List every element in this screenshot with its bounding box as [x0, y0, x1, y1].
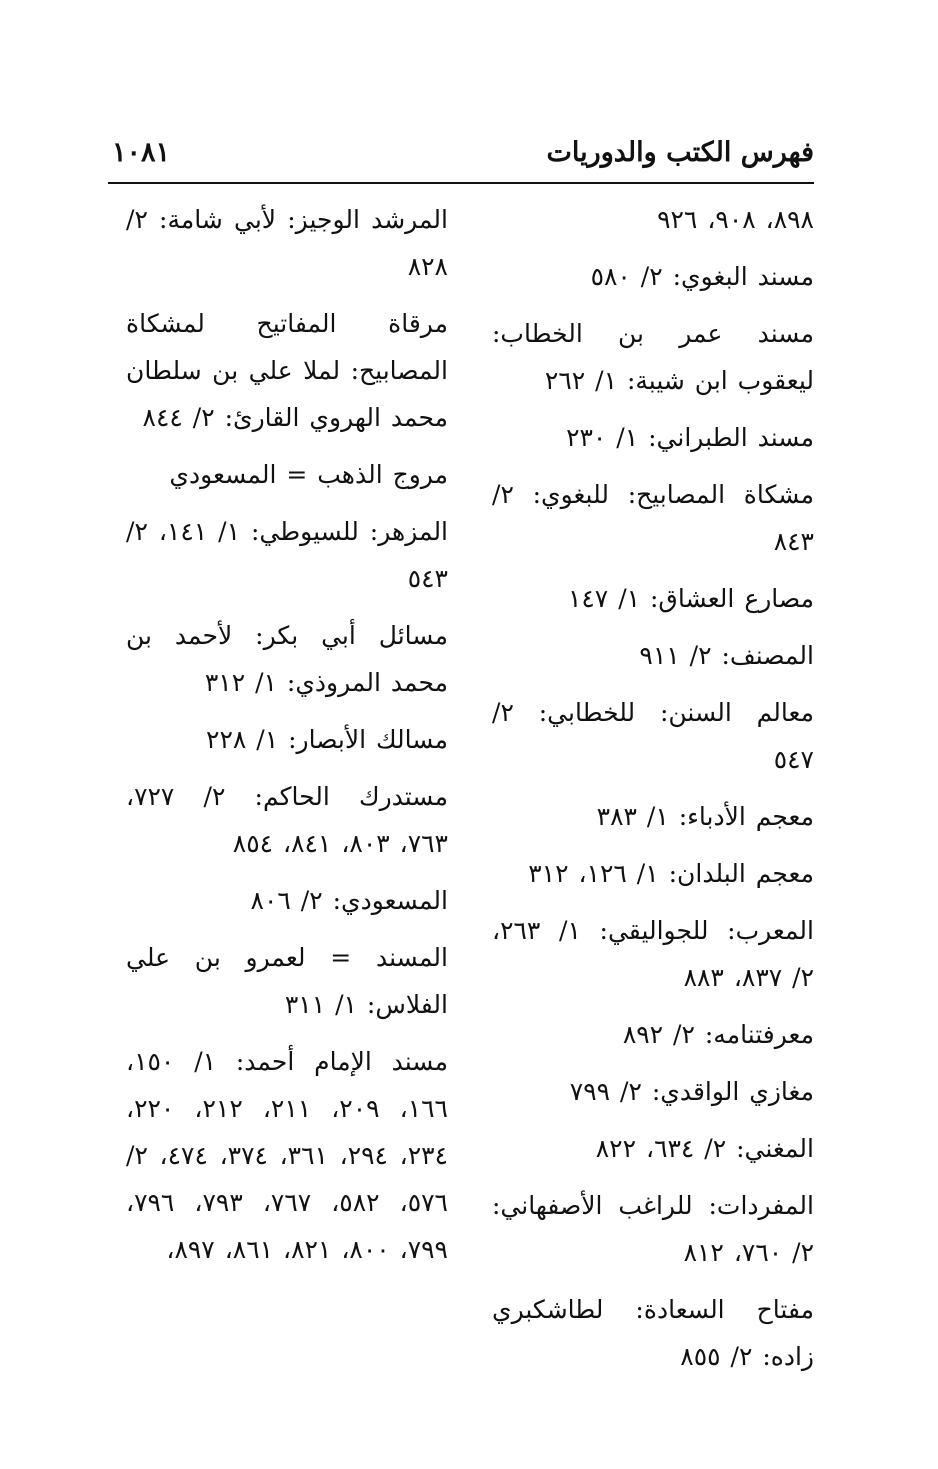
index-entry: المعرب: للجواليقي: ١/ ٢٦٣، ٢/ ٨٣٧، ٨٨٣ — [492, 916, 814, 992]
index-entry: معالم السنن: للخطابي: ٢/ ٥٤٧ — [492, 698, 814, 774]
index-entry: مغازي الواقدي: ٢/ ٧٩٩ — [569, 1077, 814, 1106]
index-entry: المغني: ٢/ ٦٣٤، ٨٢٢ — [595, 1134, 814, 1163]
index-entry: مستدرك الحاكم: ٢/ ٧٢٧، ٧٦٣، ٨٠٣، ٨٤١، ٨٥٤ — [126, 782, 448, 858]
index-entry-continuation: ٨٩٨، ٩٠٨، ٩٢٦ — [657, 205, 814, 234]
index-entry: مسند عمر بن الخطاب: ليعقوب ابن شيبة: ١/ ٢٦٢ — [492, 319, 814, 395]
index-entry: مشكاة المصابيح: للبغوي: ٢/ ٨٤٣ — [492, 480, 814, 556]
index-column-left — [492, 196, 814, 1390]
index-entry: المصنف: ٢/ ٩١١ — [639, 641, 814, 670]
page-number: ١٠٨١ — [112, 137, 171, 168]
index-entry: المرشد الوجيز: لأبي شامة: ٢/ ٨٢٨ — [126, 205, 448, 281]
index-entry: مرقاة المفاتيح لمشكاة المصابيح: لملا علي بن سلطان محمد الهروي القارئ: ٢/ ٨٤٤ — [126, 309, 448, 432]
index-entry: معجم البلدان: ١/ ١٢٦، ٣١٢ — [528, 859, 814, 888]
index-entry: معجم الأدباء: ١/ ٣٨٣ — [596, 802, 814, 831]
index-entry: مسند الإمام أحمد: ١/ ١٥٠، ١٦٦، ٢٠٩، ٢١١، ٢١٢، ٢٢٠، ٢٣٤، ٢٩٤، ٣٦١، ٣٧٤، ٤٧٤، ٢/ ٥٧٦، ٥٨٢، ٧٦٧، ٧٩٣، ٧٩٦، ٧٩٩، ٨٠٠، ٨٢١، ٨٦١، ٨٩٧، — [126, 1047, 449, 1264]
index-entry: مسالك الأبصار: ١/ ٢٢٨ — [206, 725, 448, 754]
header-rule — [108, 182, 814, 184]
index-entry: المفردات: للراغب الأصفهاني: ٢/ ٧٦٠، ٨١٢ — [492, 1191, 814, 1267]
index-entry: المسعودي: ٢/ ٨٠٦ — [250, 886, 448, 915]
index-entry: مفتاح السعادة: لطاشكبري زاده: ٢/ ٨٥٥ — [492, 1295, 814, 1371]
index-entry: مصارع العشاق: ١/ ١٤٧ — [567, 584, 814, 613]
index-entry: المزهر: للسيوطي: ١/ ١٤١، ٢/ ٥٤٣ — [126, 517, 449, 593]
index-entry: مسند الطبراني: ١/ ٢٣٠ — [566, 423, 814, 452]
index-column-right — [126, 196, 448, 1283]
index-entry: معرفتنامه: ٢/ ٨٩٢ — [622, 1020, 814, 1049]
page-header — [108, 135, 814, 175]
running-title: فهرس الكتب والدوريات — [546, 137, 814, 168]
index-entry: مروج الذهب = المسعودي — [169, 460, 448, 489]
index-entry: المسند = لعمرو بن علي الفلاس: ١/ ٣١١ — [126, 943, 448, 1019]
index-entry: مسند البغوي: ٢/ ٥٨٠ — [590, 262, 814, 291]
index-entry: مسائل أبي بكر: لأحمد بن محمد المروذي: ١/ ٣١٢ — [126, 621, 448, 697]
